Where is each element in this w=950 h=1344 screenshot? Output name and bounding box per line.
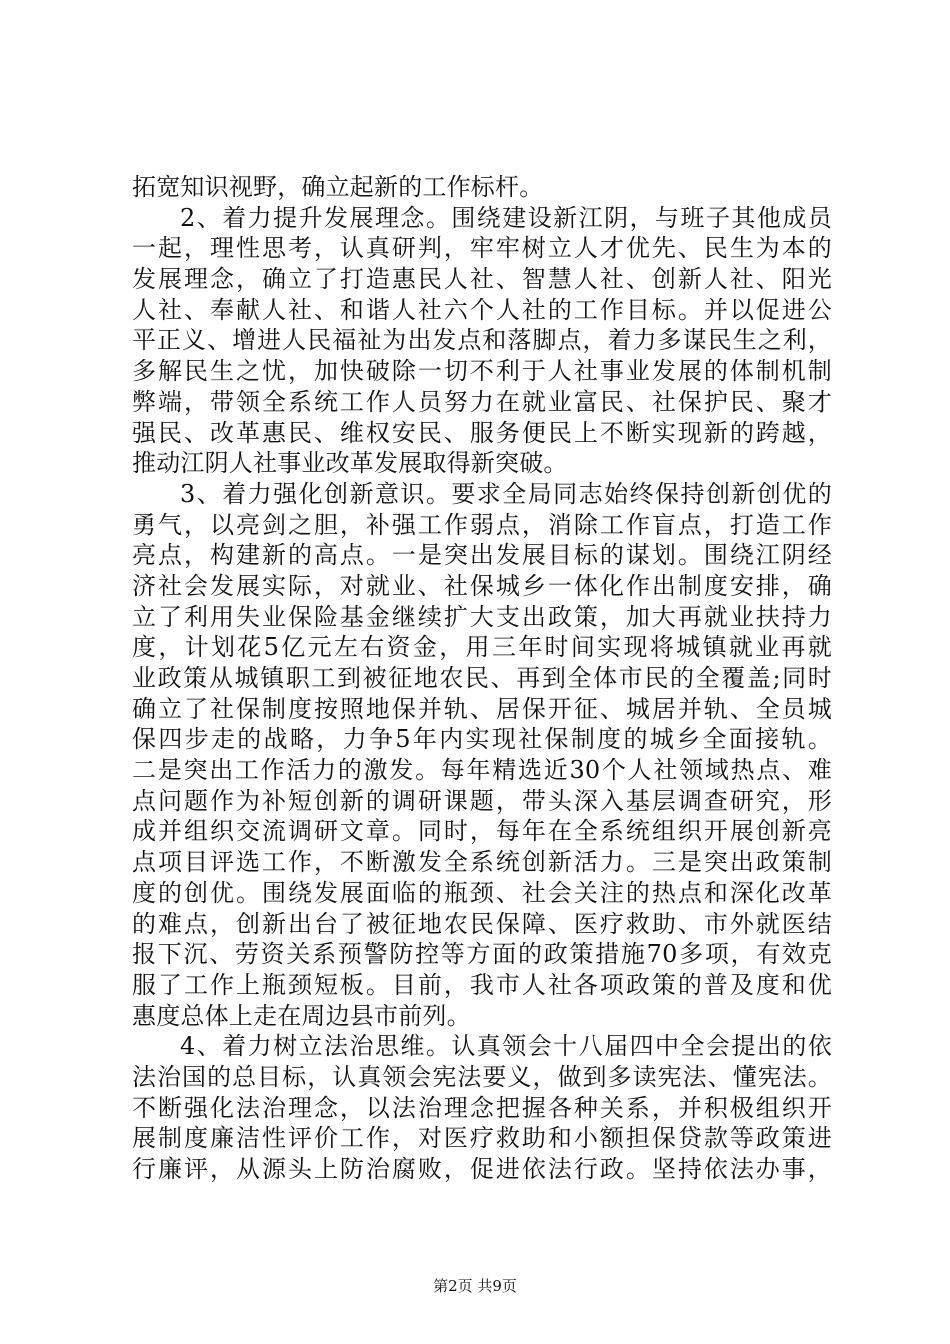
text-line: 报下沉、劳资关系预警防控等方面的政策措施70多项，有效克 xyxy=(132,940,832,969)
text-line: 不断强化法治理念，以法治理念把握各种关系，并积极组织开 xyxy=(132,1093,832,1122)
page-number-footer: 第2页 共9页 xyxy=(433,1277,517,1295)
body-text xyxy=(132,172,832,1185)
text-line: 济社会发展实际，对就业、社保城乡一体化作出制度安排，确 xyxy=(132,571,832,600)
text-line: 确立了社保制度按照地保并轨、居保开征、城居并轨、全员城 xyxy=(132,694,832,723)
text-line: 勇气，以亮剑之胆，补强工作弱点，消除工作盲点，打造工作 xyxy=(132,510,832,539)
text-line: 弊端，带领全系统工作人员努力在就业富民、社保护民、聚才 xyxy=(132,387,832,416)
text-line: 服了工作上瓶颈短板。目前，我市人社各项政策的普及度和优 xyxy=(132,970,832,999)
text-line: 亮点，构建新的高点。一是突出发展目标的谋划。围绕江阴经 xyxy=(132,541,832,570)
text-line: 二是突出工作活力的激发。每年精选近30个人社领域热点、难 xyxy=(132,756,832,785)
text-line: 保四步走的战略，力争5年内实现社保制度的城乡全面接轨。 xyxy=(132,725,832,754)
text-line: 人社、奉献人社、和谐人社六个人社的工作目标。并以促进公 xyxy=(132,295,832,324)
text-line: 度，计划花5亿元左右资金，用三年时间实现将城镇就业再就 xyxy=(132,633,832,662)
text-line: 展制度廉洁性评价工作，对医疗救助和小额担保贷款等政策进 xyxy=(132,1124,832,1153)
paragraph-3-start: 3、着力强化创新意识。要求全局同志始终保持创新创优的 xyxy=(180,479,832,508)
paragraph-2-start: 2、着力提升发展理念。围绕建设新江阴，与班子其他成员 xyxy=(180,203,832,232)
text-line: 拓宽知识视野，确立起新的工作标杆。 xyxy=(132,173,544,201)
text-line: 一起，理性思考，认真研判，牢牢树立人才优先、民生为本的 xyxy=(132,234,832,263)
text-line: 的难点，创新出台了被征地农民保障、医疗救助、市外就医结 xyxy=(132,909,832,938)
text-line: 惠度总体上走在周边县市前列。 xyxy=(132,1001,471,1030)
text-line: 立了利用失业保险基金继续扩大支出政策，加大再就业扶持力 xyxy=(132,602,832,631)
text-line: 点问题作为补短创新的调研课题，带头深入基层调查研究，形 xyxy=(132,786,832,815)
text-line: 多解民生之忧，加快破除一切不利于人社事业发展的体制机制 xyxy=(132,357,832,386)
text-line: 度的创优。围绕发展面临的瓶颈、社会关注的热点和深化改革 xyxy=(132,878,832,907)
text-line: 法治国的总目标，认真领会宪法要义，做到多读宪法、懂宪法。 xyxy=(132,1062,832,1091)
text-line: 业政策从城镇职工到被征地农民、再到全体市民的全覆盖;同时 xyxy=(132,664,832,692)
text-line: 推动江阴人社事业改革发展取得新突破。 xyxy=(132,449,568,478)
text-line: 强民、改革惠民、维权安民、服务便民上不断实现新的跨越， xyxy=(132,418,832,447)
text-line: 行廉评，从源头上防治腐败，促进依法行政。坚持依法办事， xyxy=(132,1155,832,1183)
text-line: 发展理念，确立了打造惠民人社、智慧人社、创新人社、阳光 xyxy=(132,265,832,294)
text-line: 点项目评选工作，不断激发全系统创新活力。三是突出政策制 xyxy=(132,848,832,877)
text-line: 成并组织交流调研文章。同时，每年在全系统组织开展创新亮 xyxy=(132,817,832,846)
text-line: 平正义、增进人民福祉为出发点和落脚点，着力多谋民生之利， xyxy=(132,326,832,355)
paragraph-4-start: 4、着力树立法治思维。认真领会十八届四中全会提出的依 xyxy=(180,1032,832,1061)
